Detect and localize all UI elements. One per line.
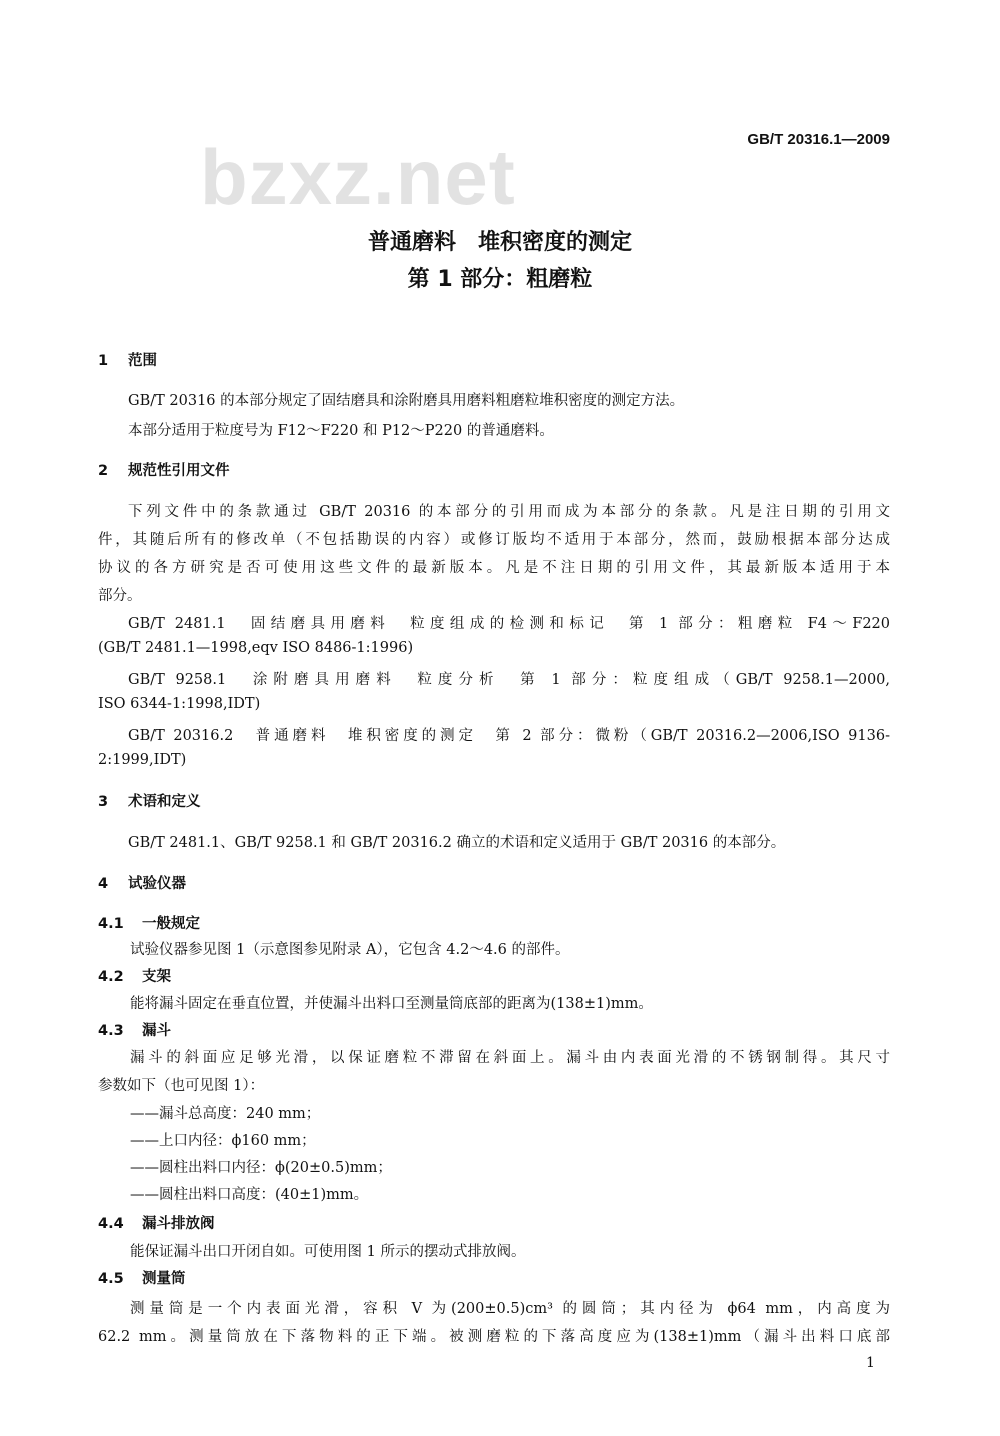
reference-line: GB/T 20316.2 普通磨料 堆积密度的测定 第 2 部分：微粉（GB/T 20316.2—2006,ISO 9136- — [128, 728, 890, 744]
section-1-heading — [98, 349, 157, 370]
document-title: 普通磨料 堆积密度的测定 — [367, 230, 632, 255]
reference-line: 2:1999,IDT) — [98, 752, 187, 768]
dimension-item: ——圆柱出料口内径：ϕ(20±0.5)mm； — [130, 1160, 392, 1176]
subsection-number: 4.1 — [98, 916, 124, 932]
paragraph-line: 测量筒是一个内表面光滑，容积 V 为(200±0.5)cm³ 的圆筒；其内径为 ϕ64 mm，内高度为 — [130, 1301, 890, 1317]
subsection-number: 4.5 — [98, 1271, 124, 1287]
paragraph-line: 能保证漏斗出口开闭自如。可使用图 1 所示的摆动式排放阀。 — [130, 1244, 526, 1260]
paragraph-line: GB/T 20316 的本部分规定了固结磨具和涂附磨具用磨料粗磨粒堆积密度的测定方法。 — [128, 393, 685, 409]
subsection-title: 一般规定 — [142, 916, 200, 932]
reference-line: (GB/T 2481.1—1998,eqv ISO 8486-1:1996) — [98, 640, 414, 656]
paragraph-line: 试验仪器参见图 1（示意图参见附录 A），它包含 4.2～4.6 的部件。 — [130, 942, 570, 958]
paragraph-line: 62.2 mm。测量筒放在下落物料的正下端。被测磨粒的下落高度应为(138±1)mm（漏斗出料口底部 — [98, 1329, 890, 1345]
reference-line: ISO 6344-1:1998,IDT) — [98, 696, 261, 712]
watermark: bzxz.net — [200, 133, 516, 221]
subsection-number: 4.2 — [98, 969, 124, 985]
subsection-4-3-heading — [98, 1019, 171, 1040]
subsection-number: 4.4 — [98, 1216, 124, 1232]
paragraph-line: 能将漏斗固定在垂直位置，并使漏斗出料口至测量筒底部的距离为(138±1)mm。 — [130, 996, 653, 1012]
section-3-heading — [98, 790, 201, 811]
dimension-item: ——上口内径：ϕ160 mm； — [130, 1133, 316, 1149]
document-subtitle: 第 1 部分：粗磨粒 — [407, 267, 593, 292]
subsection-title: 漏斗 — [142, 1023, 171, 1039]
dimension-item: ——漏斗总高度：240 mm； — [130, 1106, 321, 1122]
subsection-title: 漏斗排放阀 — [142, 1216, 215, 1232]
standard-code: GB/T 20316.1—2009 — [747, 131, 890, 148]
paragraph-line: 部分。 — [98, 588, 142, 604]
section-title: 范围 — [128, 353, 157, 369]
section-number: 4 — [98, 876, 109, 892]
subsection-4-4-heading — [98, 1212, 215, 1233]
subsection-4-5-heading — [98, 1267, 186, 1288]
paragraph-line: GB/T 2481.1、GB/T 9258.1 和 GB/T 20316.2 确立的术语和定义适用于 GB/T 20316 的本部分。 — [128, 835, 786, 851]
paragraph-line: 件，其随后所有的修改单（不包括勘误的内容）或修订版均不适用于本部分，然而，鼓励根据本部分达成 — [98, 532, 890, 548]
dimension-item: ——圆柱出料口高度：(40±1)mm。 — [130, 1187, 369, 1203]
section-number: 1 — [98, 353, 109, 369]
paragraph-line: 漏斗的斜面应足够光滑，以保证磨粒不滞留在斜面上。漏斗由内表面光滑的不锈钢制得。其尺寸 — [130, 1050, 890, 1066]
reference-line: GB/T 9258.1 涂附磨具用磨料 粒度分析 第 1 部分：粒度组成（GB/T 9258.1—2000, — [128, 672, 890, 688]
subsection-4-1-heading — [98, 912, 200, 933]
section-title: 规范性引用文件 — [128, 463, 230, 479]
paragraph-line: 本部分适用于粒度号为 F12～F220 和 P12～P220 的普通磨料。 — [128, 423, 554, 439]
section-2-heading — [98, 459, 230, 480]
paragraph-line: 协议的各方研究是否可使用这些文件的最新版本。凡是不注日期的引用文件，其最新版本适用于本 — [98, 560, 890, 576]
subsection-title: 支架 — [142, 969, 171, 985]
paragraph-line: 下列文件中的条款通过 GB/T 20316 的本部分的引用而成为本部分的条款。凡是注日期的引用文 — [128, 504, 890, 520]
reference-line: GB/T 2481.1 固结磨具用磨料 粒度组成的检测和标记 第 1 部分：粗磨粒 F4～F220 — [128, 616, 890, 632]
section-4-heading — [98, 872, 186, 893]
section-title: 术语和定义 — [128, 794, 201, 810]
section-number: 3 — [98, 794, 109, 810]
subsection-4-2-heading — [98, 965, 171, 986]
subsection-title: 测量筒 — [142, 1271, 186, 1287]
page-number: 1 — [866, 1355, 875, 1371]
section-title: 试验仪器 — [128, 876, 186, 892]
section-number: 2 — [98, 463, 109, 479]
paragraph-line: 参数如下（也可见图 1）： — [98, 1078, 265, 1094]
subsection-number: 4.3 — [98, 1023, 124, 1039]
